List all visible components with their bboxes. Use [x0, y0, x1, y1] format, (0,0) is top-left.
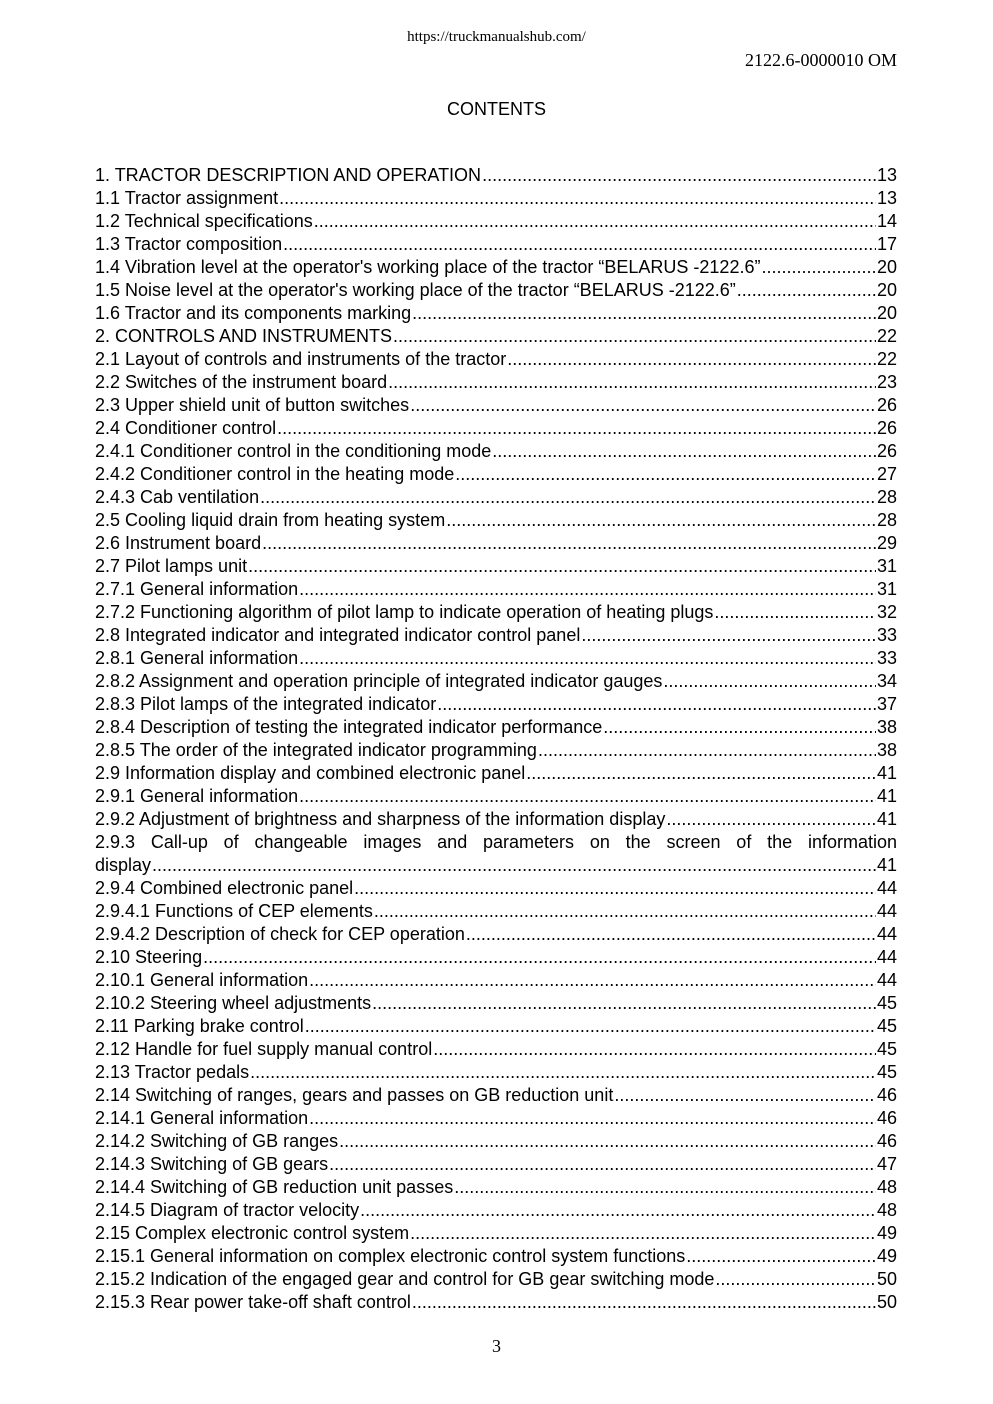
toc-entry-title: 2.9.3 Call-up of changeable images and parameters on the screen of the information — [95, 832, 897, 852]
toc-entry-page: 44 — [876, 970, 897, 990]
toc-entry-page: 44 — [876, 924, 897, 944]
toc-entry[interactable] — [95, 555, 897, 578]
toc-entry[interactable] — [95, 992, 897, 1015]
toc-entry[interactable] — [95, 762, 897, 785]
toc-entry-title: 1.6 Tractor and its components marking — [95, 303, 412, 323]
dot-leader — [388, 371, 876, 394]
toc-entry-page: 45 — [876, 1062, 897, 1082]
toc-entry-title: 2.14.5 Diagram of tractor velocity — [95, 1200, 360, 1220]
toc-entry[interactable] — [95, 739, 897, 762]
dot-leader — [374, 900, 876, 923]
toc-entry-title: 1.1 Tractor assignment — [95, 188, 279, 208]
toc-entry[interactable] — [95, 946, 897, 969]
toc-entry[interactable] — [95, 785, 897, 808]
dot-leader — [299, 647, 876, 670]
toc-entry-page: 23 — [876, 372, 897, 392]
toc-entry-title: 2.3 Upper shield unit of button switches — [95, 395, 410, 415]
toc-entry-title: 2.10 Steering — [95, 947, 203, 967]
dot-leader — [410, 1222, 876, 1245]
toc-entry-title: 2.9.2 Adjustment of brightness and sharpness of the information display — [95, 809, 666, 829]
toc-entry-title: 1. TRACTOR DESCRIPTION AND OPERATION — [95, 165, 482, 185]
toc-entry[interactable] — [95, 716, 897, 739]
toc-entry-page: 49 — [876, 1223, 897, 1243]
dot-leader — [482, 164, 876, 187]
toc-entry-title: 2.15.1 General information on complex electronic control system functions — [95, 1246, 686, 1266]
toc-entry[interactable] — [95, 1107, 897, 1130]
toc-entry[interactable] — [95, 394, 897, 417]
toc-entry-page: 22 — [876, 326, 897, 346]
dot-leader — [614, 1084, 876, 1107]
toc-entry-title: 1.5 Noise level at the operator's working place of the tractor “BELARUS -2122.6” — [95, 280, 736, 300]
toc-entry[interactable] — [95, 1038, 897, 1061]
toc-entry[interactable] — [95, 578, 897, 601]
dot-leader — [299, 785, 876, 808]
dot-leader — [393, 325, 876, 348]
toc-entry[interactable] — [95, 486, 897, 509]
toc-entry-page: 50 — [876, 1269, 897, 1289]
toc-entry[interactable] — [95, 1268, 897, 1291]
dot-leader — [761, 256, 876, 279]
toc-entry-title: 2.8 Integrated indicator and integrated indicator control panel — [95, 625, 581, 645]
toc-entry[interactable] — [95, 923, 897, 946]
toc-entry-title: 2.9.4.1 Functions of CEP elements — [95, 901, 373, 921]
toc-entry-page: 44 — [876, 947, 897, 967]
source-url: https://truckmanualshub.com/ — [407, 29, 586, 45]
toc-entry-page: 47 — [876, 1154, 897, 1174]
toc-entry-title: 2.6 Instrument board — [95, 533, 262, 553]
toc-entry-page: 49 — [876, 1246, 897, 1266]
toc-entry-title: 2.8.3 Pilot lamps of the integrated indicator — [95, 694, 437, 714]
toc-entry-page: 48 — [876, 1177, 897, 1197]
toc-entry-page: 17 — [876, 234, 897, 254]
toc-entry[interactable] — [95, 325, 897, 348]
toc-entry[interactable] — [95, 808, 897, 831]
dot-leader — [309, 969, 876, 992]
document-number: 2122.6-0000010 OM — [745, 50, 897, 70]
dot-leader — [686, 1245, 876, 1268]
dot-leader — [203, 946, 876, 969]
toc-entry-page: 50 — [876, 1292, 897, 1312]
toc-entry-title: 2.15.2 Indication of the engaged gear and control for GB gear switching mode — [95, 1269, 715, 1289]
toc-entry-title: 2.10.2 Steering wheel adjustments — [95, 993, 372, 1013]
toc-entry-title: 2.10.1 General information — [95, 970, 309, 990]
toc-entry-page: 33 — [876, 648, 897, 668]
dot-leader — [603, 716, 876, 739]
toc-entry[interactable] — [95, 624, 897, 647]
toc-entry-page: 41 — [876, 786, 897, 806]
dot-leader — [466, 923, 876, 946]
dot-leader — [354, 877, 876, 900]
dot-leader — [737, 279, 876, 302]
dot-leader — [339, 1130, 876, 1153]
dot-leader — [433, 1038, 876, 1061]
toc-entry-page: 14 — [876, 211, 897, 231]
toc-entry-page: 22 — [876, 349, 897, 369]
dot-leader — [410, 394, 876, 417]
toc-entry-title: 1.4 Vibration level at the operator's working place of the tractor “BELARUS -2122.6” — [95, 257, 761, 277]
toc-entry[interactable] — [95, 831, 897, 877]
toc-entry-page: 20 — [876, 257, 897, 277]
toc-entry-title: 2.14.4 Switching of GB reduction unit passes — [95, 1177, 454, 1197]
toc-entry-page: 26 — [876, 395, 897, 415]
toc-entry-title: 2.12 Handle for fuel supply manual control — [95, 1039, 433, 1059]
dot-leader — [305, 1015, 876, 1038]
toc-entry-page: 13 — [876, 188, 897, 208]
toc-entry[interactable] — [95, 463, 897, 486]
dot-leader — [538, 739, 876, 762]
toc-entry-title: 2.2 Switches of the instrument board — [95, 372, 388, 392]
toc-entry[interactable] — [95, 969, 897, 992]
toc-entry[interactable] — [95, 1245, 897, 1268]
dot-leader — [526, 762, 876, 785]
toc-entry-title: 2.9.4 Combined electronic panel — [95, 878, 354, 898]
toc-entry-page: 46 — [876, 1085, 897, 1105]
dot-leader — [262, 532, 876, 555]
toc-entry[interactable] — [95, 1291, 897, 1314]
toc-entry-page: 38 — [876, 740, 897, 760]
toc-entry-title: 2.14.3 Switching of GB gears — [95, 1154, 329, 1174]
toc-entry-title: 2.11 Parking brake control — [95, 1016, 304, 1036]
toc-entry-page: 26 — [876, 418, 897, 438]
dot-leader — [250, 1061, 876, 1084]
toc-entry-page: 37 — [876, 694, 897, 714]
toc-entry[interactable] — [95, 1222, 897, 1245]
toc-entry-page: 45 — [876, 1039, 897, 1059]
toc-entry-title: 2.8.4 Description of testing the integrated indicator performance — [95, 717, 603, 737]
toc-entry-page: 31 — [876, 579, 897, 599]
toc-entry-page: 13 — [876, 165, 897, 185]
toc-entry[interactable] — [95, 164, 897, 187]
toc-entry-title: 1.3 Tractor composition — [95, 234, 283, 254]
dot-leader — [329, 1153, 876, 1176]
toc-entry-title: 2.7 Pilot lamps unit — [95, 556, 248, 576]
dot-leader — [279, 187, 876, 210]
toc-entry-page: 41 — [876, 809, 897, 829]
dot-leader — [248, 555, 876, 578]
toc-entry[interactable] — [95, 1153, 897, 1176]
toc-entry-title: 2.4.1 Conditioner control in the conditioning mode — [95, 441, 492, 461]
dot-leader — [454, 1176, 876, 1199]
dot-leader — [283, 233, 876, 256]
toc-entry-page: 29 — [876, 533, 897, 553]
dot-leader — [152, 854, 876, 877]
toc-entry-page: 20 — [876, 303, 897, 323]
toc-entry-page: 33 — [876, 625, 897, 645]
toc-entry-page: 31 — [876, 556, 897, 576]
toc-entry-title: 2.7.2 Functioning algorithm of pilot lamp to indicate operation of heating plugs — [95, 602, 714, 622]
toc-entry-title: 2.7.1 General information — [95, 579, 299, 599]
toc-entry-page: 28 — [876, 510, 897, 530]
toc-entry[interactable] — [95, 601, 897, 624]
toc-entry[interactable] — [95, 1061, 897, 1084]
toc-entry[interactable] — [95, 693, 897, 716]
toc-entry-title: 2.9 Information display and combined electronic panel — [95, 763, 526, 783]
toc-entry[interactable] — [95, 440, 897, 463]
toc-entry[interactable] — [95, 647, 897, 670]
toc-entry-page: 45 — [876, 993, 897, 1013]
toc-entry-page: 26 — [876, 441, 897, 461]
toc-entry[interactable] — [95, 532, 897, 555]
toc-entry-title: 2.15.3 Rear power take-off shaft control — [95, 1292, 411, 1312]
toc-entry[interactable] — [95, 1199, 897, 1222]
toc-entry-title: 2.14 Switching of ranges, gears and passes on GB reduction unit — [95, 1085, 614, 1105]
toc-entry[interactable] — [95, 1130, 897, 1153]
toc-entry-title: 2.1 Layout of controls and instruments of the tractor — [95, 349, 507, 369]
dot-leader — [714, 601, 876, 624]
toc-entry-title: 2.4.3 Cab ventilation — [95, 487, 260, 507]
toc-entry-page: 45 — [876, 1016, 897, 1036]
toc-entry[interactable] — [95, 877, 897, 900]
toc-entry-page: 46 — [876, 1108, 897, 1128]
toc-entry-page: 44 — [876, 878, 897, 898]
table-of-contents — [95, 164, 897, 1314]
toc-entry-title: 2.8.5 The order of the integrated indicator programming — [95, 740, 537, 760]
dot-leader — [492, 440, 876, 463]
toc-entry-page: 44 — [876, 901, 897, 921]
dot-leader — [360, 1199, 876, 1222]
toc-entry-title: 2.15 Complex electronic control system — [95, 1223, 410, 1243]
toc-entry[interactable] — [95, 1084, 897, 1107]
toc-entry[interactable] — [95, 417, 897, 440]
toc-entry-title: 2.8.2 Assignment and operation principle of integrated indicator gauges — [95, 671, 663, 691]
toc-entry-title: 2.8.1 General information — [95, 648, 299, 668]
toc-entry[interactable] — [95, 187, 897, 210]
toc-entry-title: 2.9.4.2 Description of check for CEP operation — [95, 924, 465, 944]
dot-leader — [581, 624, 876, 647]
toc-entry-title: 2.14.2 Switching of GB ranges — [95, 1131, 339, 1151]
toc-entry-title: 2.9.1 General information — [95, 786, 299, 806]
dot-leader — [715, 1268, 876, 1291]
toc-entry-page: 38 — [876, 717, 897, 737]
toc-entry-title: 2.4.2 Conditioner control in the heating mode — [95, 464, 455, 484]
dot-leader — [372, 992, 876, 1015]
dot-leader — [299, 578, 876, 601]
dot-leader — [412, 1291, 876, 1314]
dot-leader — [437, 693, 876, 716]
toc-entry[interactable] — [95, 1015, 897, 1038]
toc-entry[interactable] — [95, 210, 897, 233]
toc-entry-page: 20 — [876, 280, 897, 300]
toc-entry-page: 41 — [876, 855, 897, 875]
toc-entry-page: 46 — [876, 1131, 897, 1151]
toc-entry-page: 41 — [876, 763, 897, 783]
toc-entry[interactable] — [95, 233, 897, 256]
dot-leader — [663, 670, 876, 693]
dot-leader — [666, 808, 876, 831]
toc-entry[interactable] — [95, 348, 897, 371]
toc-entry[interactable] — [95, 371, 897, 394]
toc-entry-page: 34 — [876, 671, 897, 691]
toc-entry-title: 2.5 Cooling liquid drain from heating system — [95, 510, 446, 530]
toc-entry[interactable] — [95, 1176, 897, 1199]
dot-leader — [260, 486, 876, 509]
toc-entry-title: 2. CONTROLS AND INSTRUMENTS — [95, 326, 393, 346]
dot-leader — [277, 417, 876, 440]
toc-entry-page: 27 — [876, 464, 897, 484]
page-number: 3 — [492, 1336, 501, 1356]
toc-entry-page: 48 — [876, 1200, 897, 1220]
toc-entry[interactable] — [95, 509, 897, 532]
dot-leader — [455, 463, 876, 486]
toc-entry-title: 2.14.1 General information — [95, 1108, 309, 1128]
dot-leader — [309, 1107, 876, 1130]
toc-entry-page: 28 — [876, 487, 897, 507]
dot-leader — [314, 210, 876, 233]
toc-entry[interactable] — [95, 900, 897, 923]
toc-entry[interactable] — [95, 256, 897, 279]
toc-entry[interactable] — [95, 670, 897, 693]
toc-entry[interactable] — [95, 279, 897, 302]
toc-entry[interactable] — [95, 302, 897, 325]
dot-leader — [412, 302, 876, 325]
dot-leader — [507, 348, 876, 371]
page-title: CONTENTS — [447, 99, 546, 119]
toc-entry-title-continued: display — [95, 855, 152, 875]
toc-entry-title: 2.13 Tractor pedals — [95, 1062, 250, 1082]
toc-entry-title: 1.2 Technical specifications — [95, 211, 313, 231]
dot-leader — [446, 509, 876, 532]
toc-entry-page: 32 — [876, 602, 897, 622]
toc-entry-title: 2.4 Conditioner control — [95, 418, 277, 438]
